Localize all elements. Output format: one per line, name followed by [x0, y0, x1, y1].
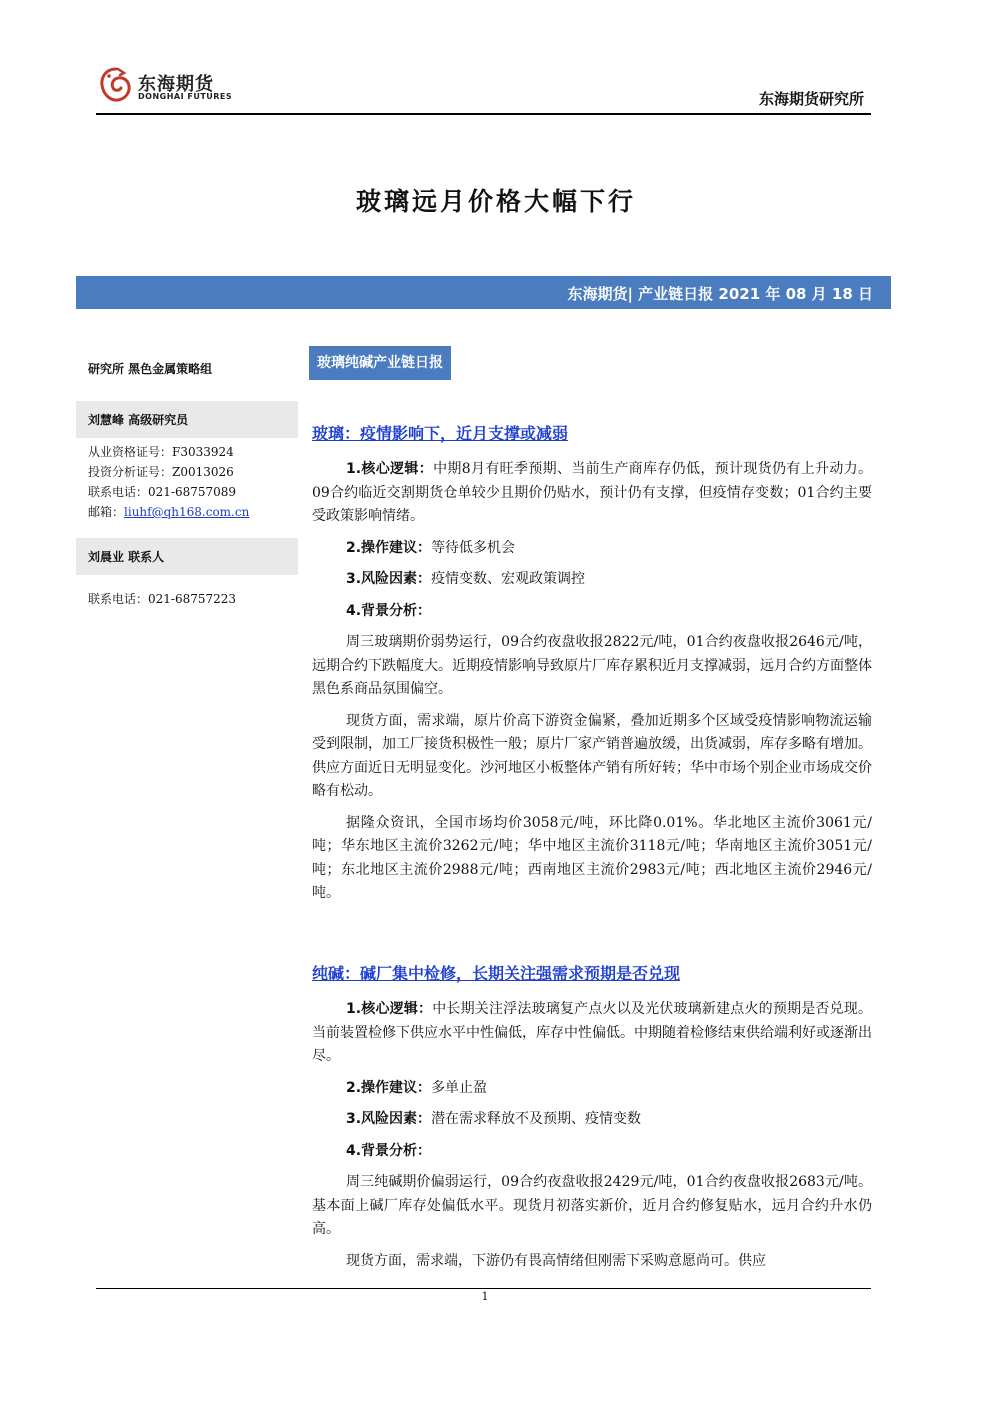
glass-background-heading — [312, 600, 872, 624]
soda-background-label: 4.背景分析： — [346, 1142, 432, 1159]
soda-suggestion-label: 2.操作建议： — [346, 1079, 432, 1096]
glass-background-p3: 据隆众资讯，全国市场均价3058元/吨，环比降0.01%。华北地区主流价3061元/吨；华东地区主流价3262元/吨；华中地区主流价3118元/吨；华南地区主流价3051元/吨；东北地区主流价2988元/吨；西南地区主流价2983元/吨；西北地区主流价2946元/吨。 — [312, 814, 872, 901]
report-banner — [76, 276, 891, 309]
glass-section-title[interactable]: 玻璃：疫情影响下，近月支撑或减弱 — [312, 424, 569, 443]
email-label: 邮箱： — [88, 505, 125, 519]
soda-background-p2: 现货方面，需求端，下游仍有畏高情绪但刚需下采购意愿尚可。供应 — [346, 1252, 766, 1269]
soda-suggestion — [312, 1077, 872, 1101]
glass-risk-label: 3.风险因素： — [346, 571, 432, 587]
glass-risk — [312, 568, 872, 592]
analyst-name: 刘慧峰 高级研究员 — [76, 401, 298, 438]
glass-section — [312, 422, 872, 906]
glass-background-p2: 现货方面，需求端，原片价高下游资金偏紧，叠加近期多个区域受疫情影响物流运输受到限制，加工厂接货积极性一般；原片厂家产销普遍放缓，出货减弱，库存多略有增加。供应方面近日无明显变化。沙河地区小板整体产销有所好转；华中市场个别企业市场成交价略有松动。 — [312, 712, 872, 799]
contact-name: 刘晨业 联系人 — [76, 538, 298, 575]
soda-core-logic-text: 中长期关注浮法玻璃复产点火以及光伏玻璃新建点火的预期是否兑现。当前装置检修下供应水平中性偏低，库存中性偏低。中期随着检修结束供给端利好或逐渐出尽。 — [312, 1001, 872, 1064]
glass-core-logic — [312, 458, 872, 529]
soda-risk-text: 潜在需求释放不及预期、疫情变数 — [431, 1111, 642, 1127]
soda-risk — [312, 1108, 872, 1132]
soda-section — [312, 962, 872, 1273]
glass-core-logic-text: 中期8月有旺季预期、当前生产商库存仍低，预计现货仍有上升动力。09合约临近交割期货仓单较少且期价仍贴水，预计仍有支撑，但疫情存变数；01合约主要受政策影响情绪。 — [312, 461, 873, 524]
soda-core-logic-label: 1.核心逻辑： — [346, 1001, 433, 1017]
glass-background-label: 4.背景分析： — [346, 602, 432, 619]
research-group: 研究所 黑色金属策略组 — [88, 362, 213, 376]
glass-suggestion-text: 等待低多机会 — [431, 539, 516, 556]
soda-suggestion-text: 多单止盈 — [431, 1079, 488, 1096]
analyst-phone: 联系电话：021-68757089 — [88, 485, 237, 499]
company-logo — [98, 66, 238, 106]
dragon-logo-icon — [98, 66, 134, 104]
soda-background-heading — [312, 1140, 872, 1164]
glass-risk-text: 疫情变数、宏观政策调控 — [431, 571, 586, 587]
qualification-cert: 从业资格证号：F3033924 — [88, 445, 234, 459]
author-sidebar — [76, 350, 298, 609]
logo-cn-text: 东海期货 — [138, 74, 214, 95]
report-type-tag: 玻璃纯碱产业链日报 — [309, 346, 451, 380]
glass-core-logic-label: 1.核心逻辑： — [346, 461, 434, 477]
soda-background-p1: 周三纯碱期价偏弱运行，09合约夜盘收报2429元/吨，01合约夜盘收报2683元/吨。基本面上碱厂库存处偏低水平。现货月初落实新价，近月合约修复贴水，远月合约升水仍高。 — [312, 1174, 872, 1237]
glass-suggestion-label: 2.操作建议： — [346, 539, 432, 556]
institute-name: 东海期货研究所 — [758, 90, 864, 108]
header-rule — [96, 113, 871, 115]
analysis-cert: 投资分析证号：Z0013026 — [88, 465, 234, 479]
glass-background-p1: 周三玻璃期价弱势运行，09合约夜盘收报2822元/吨，01合约夜盘收报2646元/吨，远期合约下跌幅度大。近期疫情影响导致原片厂库存累积近月支撑减弱，远月合约方面整体黑色系商品氛围偏空。 — [312, 634, 872, 697]
analyst-email-row — [76, 502, 298, 522]
logo-en-text: DONGHAI FUTURES — [138, 92, 233, 101]
page-number: 1 — [481, 1290, 489, 1303]
soda-core-logic — [312, 998, 872, 1069]
soda-section-title[interactable]: 纯碱：碱厂集中检修，长期关注强需求预期是否兑现 — [312, 964, 681, 983]
contact-phone: 联系电话：021-68757223 — [88, 592, 237, 606]
document-title: 玻璃远月价格大幅下行 — [355, 187, 636, 216]
footer-rule — [96, 1288, 871, 1289]
banner-text: 东海期货| 产业链日报 2021 年 08 月 18 日 — [567, 285, 873, 303]
soda-risk-label: 3.风险因素： — [346, 1111, 432, 1127]
email-link[interactable]: liuhf@qh168.com.cn — [124, 505, 250, 519]
glass-suggestion — [312, 537, 872, 561]
